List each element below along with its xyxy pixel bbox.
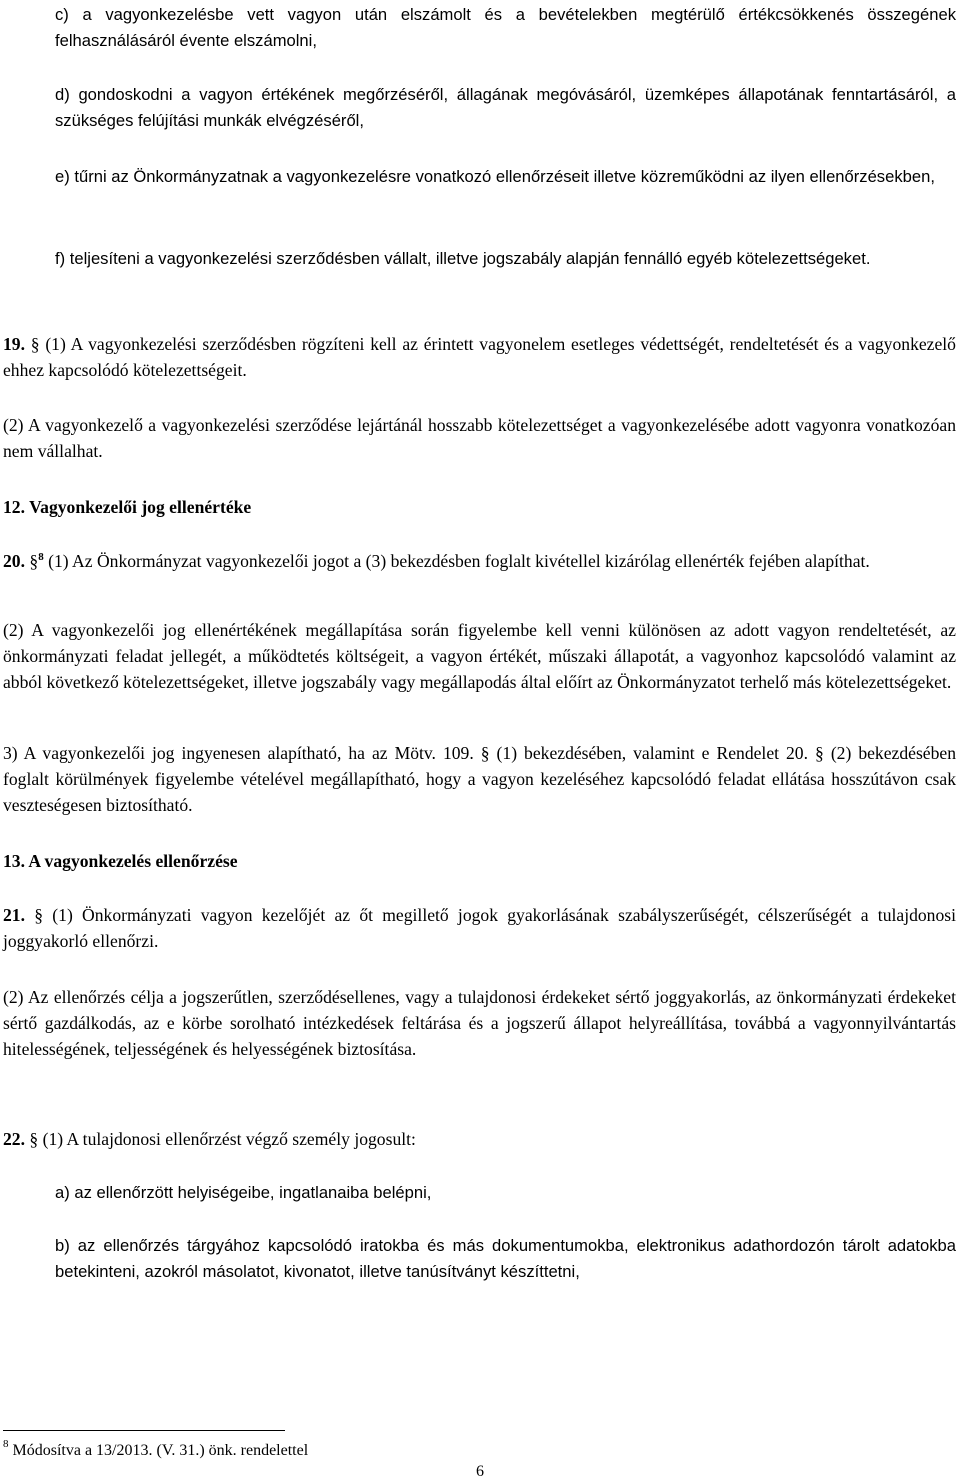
section-number: 22. xyxy=(3,1129,25,1149)
section-text: (1) Az Önkormányzat vagyonkezelői jogot a (3) bekezdésben foglalt kivétellel kizárólag ellenérték fejében alapíthat. xyxy=(48,551,870,571)
heading-12: 12. Vagyonkezelői jog ellenértéke xyxy=(3,497,252,517)
section-number: 21. xyxy=(3,905,25,925)
paragraph-f: f) teljesíteni a vagyonkezelési szerződésben vállalt, illetve jogszabály alapján fennálló egyéb kötelezettségeket. xyxy=(55,249,871,268)
section-19-paragraph-1 xyxy=(3,331,956,383)
section-21-paragraph-2: (2) Az ellenőrzés célja a jogszerűtlen, szerződésellenes, vagy a tulajdonosi érdekeket sértő joggyakorlás, az önkormányzati érdekeket sértő gazdálkodás, az e körbe sorolható intézkedések feltárása és a jogszerű állapot helyreállítása, továbbá a vagyonnyilvántartás hitelességének, teljességének és helyességének biztosítása. xyxy=(3,987,956,1059)
section-text: (1) A vagyonkezelési szerződésben rögzíteni kell az érintett vagyonelem esetleges védettségét, rendeltetését és a vagyonkezelő ehhez kapcsolódó kötelezettségeit. xyxy=(3,334,956,380)
paragraph-d: d) gondoskodni a vagyon értékének megőrzéséről, állagának megóvásáról, üzemképes állapotának fenntartásáról, a szükséges felújítási munkák elvégzéséről, xyxy=(55,85,956,130)
section-mark: § xyxy=(815,743,824,763)
footnote xyxy=(3,1440,308,1462)
section-text: (1) Önkormányzati vagyon kezelőjét az őt megillető jogok gyakorlásának szabályszerűségét, célszerűségét a tulajdonosi joggyakorló ellenőrzi. xyxy=(3,905,957,951)
section-mark: § xyxy=(30,334,40,354)
section-mark: § xyxy=(29,551,39,571)
section-20-paragraph-3 xyxy=(3,740,956,818)
section-text: (1) A tulajdonosi ellenőrzést végző személy jogosult: xyxy=(42,1129,416,1149)
section-mark: § xyxy=(480,743,490,763)
footnote-number: 8 xyxy=(3,1438,9,1450)
section-22-paragraph-1 xyxy=(3,1126,956,1152)
section-20-paragraph-2: (2) A vagyonkezelői jog ellenértékének megállapítása során figyelembe kell venni különösen az adott vagyon rendeltetését, az önkormányzati feladat jellegét, a működtetés költségeit, a vagyon értékét, műszaki állapotát, a vagyonhoz kapcsolódó valamint az abból következő kötelezettségeket, illetve jogszabály vagy megállapodás által előírt az Önkormányzatot terhelő más kötelezettségeket. xyxy=(3,620,956,692)
section-number: 20. xyxy=(3,551,25,571)
section-22-item-b: b) az ellenőrzés tárgyához kapcsolódó iratokba és más dokumentumokba, elektronikus adathordozón tárolt adatokba betekinteni, azokról másolatot, kivonatot, illetve tanúsítványt készíttetni, xyxy=(55,1236,956,1281)
paragraph-e: e) tűrni az Önkormányzatnak a vagyonkezelésre vonatkozó ellenőrzéseit illetve közreműködni az ilyen ellenőrzésekben, xyxy=(55,167,935,186)
section-text: (2) bekezdésében foglalt körülmények figyelembe vételével megállapítható, hogy a vagyon kezeléséhez kapcsolódó feladat ellátása hosszútávon csak veszteségesen biztosítható. xyxy=(3,743,957,815)
section-20-paragraph-1 xyxy=(3,548,956,574)
section-21-paragraph-1 xyxy=(3,902,956,954)
section-mark: § xyxy=(34,905,44,925)
heading-13: 13. A vagyonkezelés ellenőrzése xyxy=(3,851,238,871)
footnote-divider xyxy=(3,1430,285,1431)
page-number: 6 xyxy=(476,1463,484,1480)
section-number: 19. xyxy=(3,334,25,354)
section-text: 3) A vagyonkezelői jog ingyenesen alapítható, ha az Mötv. 109. xyxy=(3,743,474,763)
footnote-reference: 8 xyxy=(38,551,44,563)
paragraph-c: c) a vagyonkezelésbe vett vagyon után elszámolt és a bevételekben megtérülő értékcsökkenés összegének felhasználásáról évente elszámolni, xyxy=(55,5,956,50)
section-mark: § xyxy=(29,1129,39,1149)
section-text: (1) bekezdésében, valamint e Rendelet 20. xyxy=(496,743,809,763)
footnote-text: Módosítva a 13/2013. (V. 31.) önk. rendelettel xyxy=(12,1442,309,1459)
section-22-item-a: a) az ellenőrzött helyiségeibe, ingatlanaiba belépni, xyxy=(55,1183,432,1202)
section-19-paragraph-2: (2) A vagyonkezelő a vagyonkezelési szerződése lejártánál hosszabb kötelezettséget a vagyonkezelésébe adott vagyonra vonatkozóan nem vállalhat. xyxy=(3,415,956,461)
